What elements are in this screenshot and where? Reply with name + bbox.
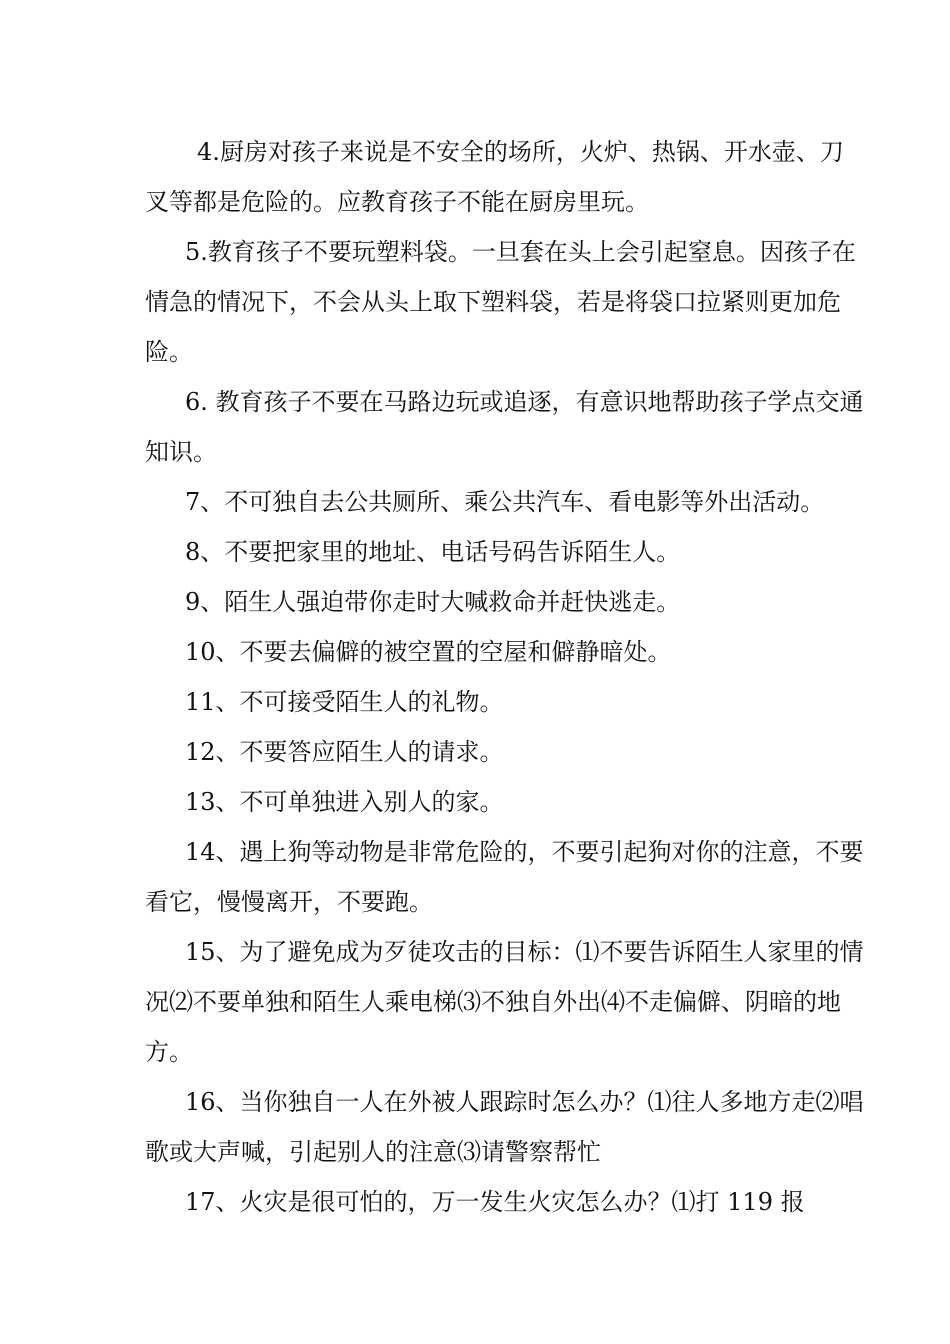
paragraph-item-4: 4.厨房对孩子来说是不安全的场所，火炉、热锅、开水壶、刀叉等都是危险的。应教育孩子不能在厨房里玩。 [145, 138, 844, 216]
paragraph-item-8: 8、不要把家里的地址、电话号码告诉陌生人。 [185, 538, 681, 566]
paragraph-item-15: 15、为了避免成为歹徒攻击的目标：⑴不要告诉陌生人家里的情况⑵不要单独和陌生人乘电梯⑶不独自外出⑷不走偏僻、阴暗的地方。 [145, 938, 864, 1066]
paragraph-item-6: 6. 教育孩子不要在马路边玩或追逐，有意识地帮助孩子学点交通知识。 [145, 388, 864, 466]
paragraph-item-10: 10、不要去偏僻的被空置的空屋和僻静暗处。 [185, 638, 672, 666]
paragraph-item-17: 17、火灾是很可怕的，万一发生火灾怎么办？⑴打 119 报 [185, 1188, 805, 1216]
paragraph-item-11: 11、不可接受陌生人的礼物。 [185, 688, 504, 716]
paragraph-item-16: 16、当你独自一人在外被人跟踪时怎么办？⑴往人多地方走⑵唱歌或大声喊，引起别人的注意⑶请警察帮忙 [145, 1088, 864, 1166]
paragraph-item-7: 7、不可独自去公共厕所、乘公共汽车、看电影等外出活动。 [185, 488, 825, 516]
document-body [145, 127, 867, 1227]
paragraph-item-13: 13、不可单独进入别人的家。 [185, 788, 504, 816]
paragraph-item-14: 14、遇上狗等动物是非常危险的，不要引起狗对你的注意，不要看它，慢慢离开，不要跑。 [145, 838, 864, 916]
paragraph-item-12: 12、不要答应陌生人的请求。 [185, 738, 504, 766]
paragraph-item-9: 9、陌生人强迫带你走时大喊救命并赶快逃走。 [185, 588, 681, 616]
paragraph-item-5: 5.教育孩子不要玩塑料袋。一旦套在头上会引起窒息。因孩子在情急的情况下，不会从头上取下塑料袋，若是将袋口拉紧则更加危险。 [145, 238, 856, 366]
